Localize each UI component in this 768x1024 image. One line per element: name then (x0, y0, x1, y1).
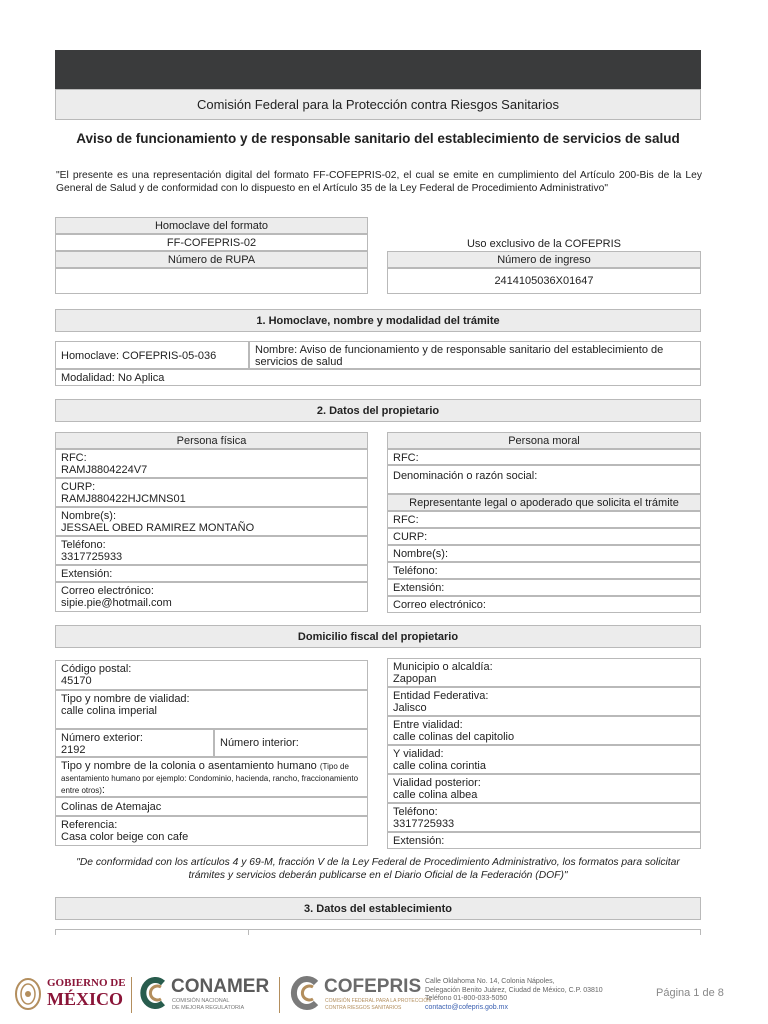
address-line3: Teléfono 01-800-033-5050 (425, 995, 508, 1002)
rep-nombre: Nombre(s): (387, 545, 701, 562)
fisica-curp-label: CURP: (61, 481, 96, 493)
dom-cp-label: Código postal: (61, 663, 132, 675)
fisica-extension: Extensión: (55, 565, 368, 582)
homoclave-formato-label: Homoclave del formato (55, 217, 368, 234)
section1-header: 1. Homoclave, nombre y modalidad del trámite (55, 309, 701, 332)
dom-cp (55, 660, 368, 690)
section1-homoclave: Homoclave: COFEPRIS-05-036 (55, 341, 249, 369)
dom-cp-value: 45170 (61, 675, 92, 687)
dom-entidad (387, 687, 701, 716)
moral-rfc: RFC: (387, 449, 701, 465)
gob-line1: GOBIERNO DE (47, 977, 126, 989)
ingreso-label: Número de ingreso (387, 251, 701, 268)
dom-posterior-value: calle colina albea (393, 789, 478, 801)
rep-telefono: Teléfono: (387, 562, 701, 579)
persona-fisica-title: Persona física (55, 432, 368, 449)
dom-colonia-hint: (Tipo de asentamiento humano por ejemplo: Condominio, hacienda, rancho, fraccionamiento entre otros) (61, 762, 359, 795)
dom-municipio-label: Municipio o alcaldía: (393, 661, 493, 673)
footer-address (425, 978, 603, 1012)
footer (0, 960, 768, 1024)
dom-posterior-label: Vialidad posterior: (393, 777, 481, 789)
dom-entre-value: calle colinas del capitolio (393, 731, 515, 743)
fisica-telefono (55, 536, 368, 565)
dom-municipio-value: Zapopan (393, 673, 437, 685)
section3-table-start (55, 929, 701, 935)
fisica-nombre-label: Nombre(s): (61, 510, 117, 522)
persona-moral-title: Persona moral (387, 432, 701, 449)
header-bar (55, 50, 701, 89)
address-email-link[interactable]: contacto@cofepris.gob.mx (425, 1003, 508, 1011)
cofepris-name: COFEPRIS (324, 976, 422, 997)
fisica-rfc-label: RFC: (61, 452, 87, 464)
fisica-nombre-value: JESSAEL OBED RAMIREZ MONTAÑO (61, 522, 255, 534)
dom-entre (387, 716, 701, 745)
dom-num-ext-label: Número exterior: (61, 732, 143, 744)
dom-y (387, 745, 701, 774)
section3-divider (248, 929, 249, 935)
fisica-rfc-value: RAMJ8804224V7 (61, 464, 148, 476)
footer-separator (131, 977, 132, 1013)
fisica-telefono-label: Teléfono: (61, 539, 106, 551)
dof-note: "De conformidad con los artículos 4 y 69-M, fracción V de la Ley Federal de Procedimiento Administrativo, los formatos para solicitar trámites y servicios deberán publicarse en el Diario Oficial de la Federación (DOF)" (76, 857, 680, 881)
section1-nombre: Nombre: Aviso de funcionamiento y de responsable sanitario del establecimiento de servicios de salud (249, 341, 701, 369)
dom-telefono-value: 3317725933 (393, 818, 455, 830)
cofepris-sub1: COMISIÓN FEDERAL PARA LA PROTECCIÓN (325, 998, 431, 1004)
fisica-telefono-value: 3317725933 (61, 551, 123, 563)
dom-entidad-label: Entidad Federativa: (393, 690, 489, 702)
cofepris-sub2: CONTRA RIESGOS SANITARIOS (325, 1005, 402, 1011)
fisica-correo-value: sipie.pie@hotmail.com (61, 597, 172, 609)
dom-vialidad-value: calle colina imperial (61, 705, 157, 717)
address-line2: Delegación Benito Juárez, Ciudad de México, C.P. 03810 (425, 986, 603, 994)
fisica-curp (55, 478, 368, 507)
dom-referencia-value: Casa color beige con cafe (61, 831, 189, 843)
legal-note: "El presente es una representación digital del formato FF-COFEPRIS-02, el cual se emite en cumplimiento del Artículo 200-Bis de la Ley General de Salud y de conformidad con lo dispuesto en el Artículo 35 de la Ley Federal de Procedimiento Administrativo" (56, 170, 702, 194)
cofepris-exclusive-label: Uso exclusivo de la COFEPRIS (466, 238, 622, 250)
gob-line2: MÉXICO (47, 989, 123, 1009)
page-number: Página 1 de 8 (656, 987, 724, 999)
fisica-rfc (55, 449, 368, 478)
homoclave-formato-value: FF-COFEPRIS-02 (55, 234, 368, 251)
fisica-nombre (55, 507, 368, 536)
dom-num-int: Número interior: (214, 729, 368, 757)
dom-colonia-label-cell (55, 757, 368, 797)
dom-entre-label: Entre vialidad: (393, 719, 463, 731)
page-title: Aviso de funcionamiento y de responsable sanitario del establecimiento de servicios de salud (76, 131, 680, 146)
dom-telefono-label: Teléfono: (393, 806, 438, 818)
rep-rfc: RFC: (387, 511, 701, 528)
moral-denominacion: Denominación o razón social: (387, 465, 701, 494)
dom-vialidad (55, 690, 368, 729)
fisica-correo-label: Correo electrónico: (61, 585, 154, 597)
dom-telefono (387, 803, 701, 832)
conamer-name: CONAMER (171, 976, 270, 997)
rep-extension: Extensión: (387, 579, 701, 596)
dom-extension: Extensión: (387, 832, 701, 849)
dom-municipio (387, 658, 701, 687)
domicilio-header: Domicilio fiscal del propietario (55, 625, 701, 648)
rupa-value (55, 268, 368, 294)
dom-num-ext-value: 2192 (61, 744, 86, 756)
conamer-sub2: DE MEJORA REGULATORIA (172, 1005, 245, 1011)
section1-modalidad: Modalidad: No Aplica (55, 369, 701, 386)
rep-curp: CURP: (387, 528, 701, 545)
dom-entidad-value: Jalisco (393, 702, 427, 714)
section3-header: 3. Datos del establecimiento (55, 897, 701, 920)
dom-vialidad-label: Tipo y nombre de vialidad: (61, 693, 190, 705)
fisica-curp-value: RAMJ880422HJCMNS01 (61, 493, 186, 505)
footer-separator-2 (279, 977, 280, 1013)
cofepris-logo-icon (290, 976, 322, 1010)
dom-y-value: calle colina corintia (393, 760, 486, 772)
ingreso-value: 2414105036X01647 (387, 268, 701, 294)
representante-title: Representante legal o apoderado que solicita el trámite (387, 494, 701, 511)
agency-name: Comisión Federal para la Protección contra Riesgos Sanitarios (55, 89, 701, 120)
section2-header: 2. Datos del propietario (55, 399, 701, 422)
dom-posterior (387, 774, 701, 803)
gobierno-emblem-icon (14, 977, 42, 1011)
dom-colonia-colon: : (101, 784, 105, 796)
dom-colonia-label: Tipo y nombre de la colonia o asentamiento humano (61, 760, 317, 772)
rupa-label: Número de RUPA (55, 251, 368, 268)
fisica-correo (55, 582, 368, 612)
conamer-sub1: COMISIÓN NACIONAL (172, 998, 230, 1004)
dom-referencia-label: Referencia: (61, 819, 118, 831)
dom-referencia (55, 816, 368, 846)
dom-num-ext (55, 729, 214, 757)
dom-colonia-value: Colinas de Atemajac (55, 797, 368, 816)
rep-correo: Correo electrónico: (387, 596, 701, 613)
address-line1: Calle Oklahoma No. 14, Colonia Nápoles, (425, 978, 555, 985)
conamer-logo-icon (139, 977, 169, 1009)
dom-y-label: Y vialidad: (393, 748, 444, 760)
